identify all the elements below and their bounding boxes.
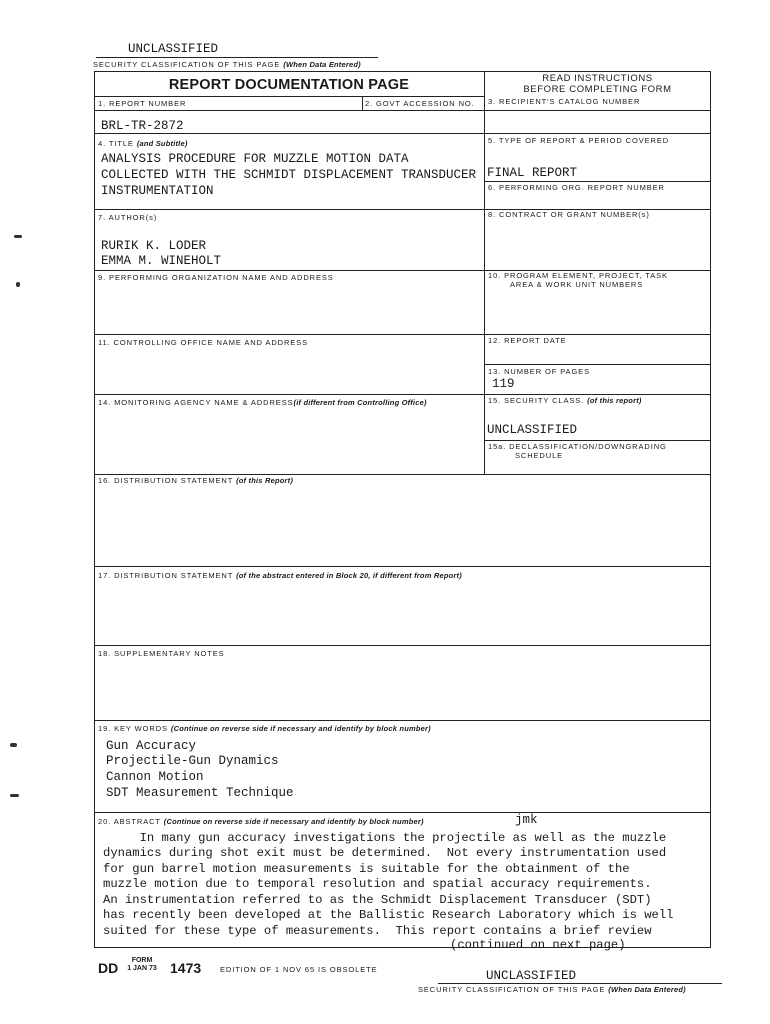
keyword: Cannon Motion — [106, 770, 204, 784]
recipient-catalog-label: 3. RECIPIENT'S CATALOG NUMBER — [488, 97, 641, 106]
top-page-caption: SECURITY CLASSIFICATION OF THIS PAGE (When Data Entered) — [93, 60, 361, 69]
form-number: 1473 — [170, 960, 202, 976]
top-classification-underline — [96, 57, 378, 58]
form-date: FORM 1 JAN 73 — [127, 957, 157, 972]
title-label: 4. TITLE (and Subtitle) — [98, 139, 188, 148]
form-title: REPORT DOCUMENTATION PAGE — [168, 77, 410, 93]
supplementary-notes-label: 18. SUPPLEMENTARY NOTES — [98, 649, 225, 658]
top-classification: UNCLASSIFIED — [128, 42, 219, 56]
margin-mark — [10, 794, 19, 797]
report-number-value: BRL-TR-2872 — [101, 119, 184, 133]
report-number-label: 1. REPORT NUMBER — [98, 99, 187, 108]
bottom-classification-underline — [438, 983, 722, 984]
report-date-label: 12. REPORT DATE — [488, 336, 567, 345]
abstract-initials: jmk — [515, 813, 538, 827]
contract-number-label: 8. CONTRACT OR GRANT NUMBER(s) — [488, 210, 650, 219]
read-instructions: READ INSTRUCTIONS BEFORE COMPLETING FORM — [523, 73, 672, 95]
security-class-label: 15. SECURITY CLASS. (of this report) — [488, 396, 642, 405]
govt-accession-label: 2. GOVT ACCESSION NO. — [365, 99, 475, 108]
bottom-classification: UNCLASSIFIED — [486, 969, 577, 983]
declassification-label: 15a. DECLASSIFICATION/DOWNGRADING SCHEDULE — [488, 442, 667, 460]
performing-org-label: 9. PERFORMING ORGANIZATION NAME AND ADDRESS — [98, 273, 334, 282]
monitoring-agency-label: 14. MONITORING AGENCY NAME & ADDRESS(if different from Controlling Office) — [98, 398, 427, 407]
distribution-statement-label: 16. DISTRIBUTION STATEMENT (of this Report) — [98, 476, 294, 485]
margin-mark — [16, 282, 20, 287]
report-type-value: FINAL REPORT — [487, 166, 578, 180]
abstract-label: 20. ABSTRACT (Continue on reverse side if necessary and identify by block number) — [98, 817, 424, 826]
bottom-page-caption: SECURITY CLASSIFICATION OF THIS PAGE (When Data Entered) — [418, 985, 686, 994]
number-of-pages-value: 119 — [492, 377, 515, 391]
margin-mark — [14, 235, 22, 238]
security-class-value: UNCLASSIFIED — [487, 423, 578, 437]
controlling-office-label: 11. CONTROLLING OFFICE NAME AND ADDRESS — [98, 338, 308, 347]
edition-note: EDITION OF 1 NOV 65 IS OBSOLETE — [220, 965, 378, 974]
report-type-label: 5. TYPE OF REPORT & PERIOD COVERED — [488, 136, 670, 145]
key-words-label: 19. KEY WORDS (Continue on reverse side if necessary and identify by block number) — [98, 724, 431, 733]
abstract-distribution-label: 17. DISTRIBUTION STATEMENT (of the abstract entered in Block 20, if different from Report) — [98, 571, 462, 580]
keyword: Projectile-Gun Dynamics — [106, 754, 279, 768]
program-element-label: 10. PROGRAM ELEMENT, PROJECT, TASK AREA & WORK UNIT NUMBERS — [488, 271, 668, 289]
keyword: SDT Measurement Technique — [106, 786, 294, 800]
number-of-pages-label: 13. NUMBER OF PAGES — [488, 367, 590, 376]
author-label: 7. AUTHOR(s) — [98, 213, 158, 222]
keyword: Gun Accuracy — [106, 739, 197, 753]
dd-mark: DD — [98, 960, 119, 976]
performing-org-report-label: 6. PERFORMING ORG. REPORT NUMBER — [488, 183, 665, 192]
margin-mark — [10, 743, 17, 747]
